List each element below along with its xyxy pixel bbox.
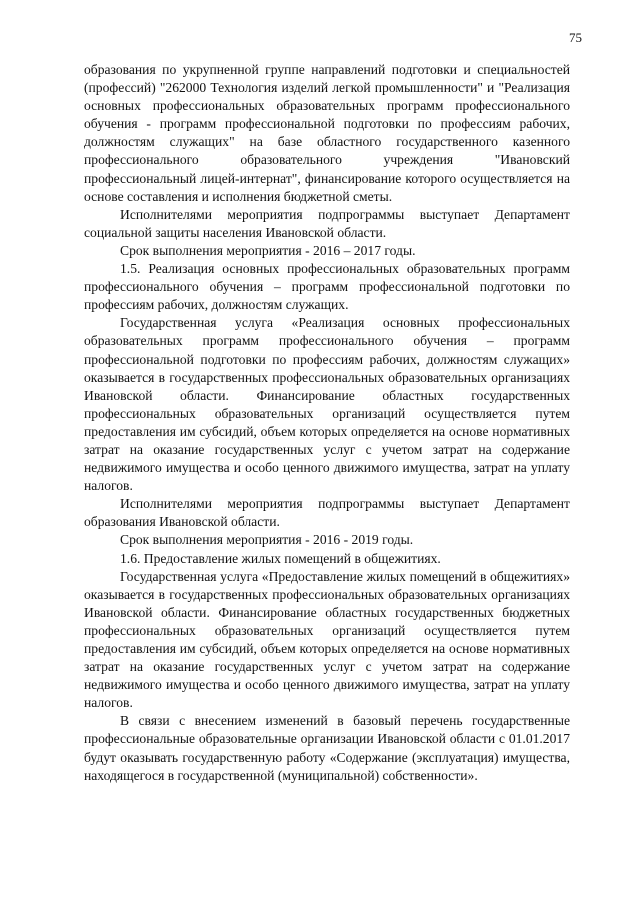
paragraph-service-dormitories: Государственная услуга «Предоставление жилых помещений в общежитиях» оказывается в государственных профессиональных образовательных организациях Ивановской области. Финансирование областных государственных бюджетных профессиональных образовательных организаций осуществляется путем предоставления им субсидий, объем которых определяется на основе нормативных затрат на оказание государственных услуг с учетом затрат на содержание недвижимого имущества и особо ценного движимого имущества, затрат на уплату налогов.: [84, 568, 570, 711]
page-number: 75: [569, 30, 582, 45]
paragraph-item-1-6-heading: 1.6. Предоставление жилых помещений в общежитиях.: [120, 550, 441, 566]
document-body: [84, 61, 570, 785]
paragraph-base-list-changes: В связи с внесением изменений в базовый перечень государственные профессиональные образовательные организации Ивановской области с 01.01.2017 будут оказывать государственную работу «Содержание (эксплуатация) имущества, находящегося в государственной (муниципальной) собственности».: [84, 713, 570, 783]
paragraph-deadline-2016-2019: Срок выполнения мероприятия - 2016 - 2019 годы.: [120, 532, 414, 548]
paragraph-executor-social-protection: Исполнителями мероприятия подпрограммы выступает Департамент социальной защиты населения Ивановской области.: [84, 206, 570, 240]
paragraph-funding-lyceum: образования по укрупненной группе направлений подготовки и специальностей (профессий) "262000 Технология изделий легкой промышленности" и "Реализация основных профессиональных образовательных программ профессионального обучения - программ профессиональной подготовки по профессиям рабочих, должностям служащих" на базе областного государственного казенного профессионального образовательного учреждения "Ивановский профессиональный лицей-интернат", финансирование которого осуществляется на основе составления и исполнения бюджетной сметы.: [84, 62, 570, 204]
paragraph-service-vocational-training: Государственная услуга «Реализация основных профессиональных образовательных программ профессионального обучения – программ профессиональной подготовки по профессиям рабочих, должностям служащих» оказывается в государственных профессиональных образовательных организациях Ивановской области. Финансирование областных государственных профессиональных образовательных организаций осуществляется путем предоставления им субсидий, объем которых определяется на основе нормативных затрат на оказание государственных услуг с учетом затрат на содержание недвижимого имущества и особо ценного движимого имущества, затрат на уплату налогов.: [84, 315, 570, 494]
paragraph-deadline-2016-2017: Срок выполнения мероприятия - 2016 – 2017 годы.: [120, 242, 416, 258]
paragraph-executor-education: Исполнителями мероприятия подпрограммы выступает Департамент образования Ивановской области.: [84, 496, 570, 530]
paragraph-item-1-5-heading: 1.5. Реализация основных профессиональных образовательных программ профессионального обучения – программ профессиональной подготовки по профессиям рабочих, должностям служащих.: [84, 261, 570, 313]
